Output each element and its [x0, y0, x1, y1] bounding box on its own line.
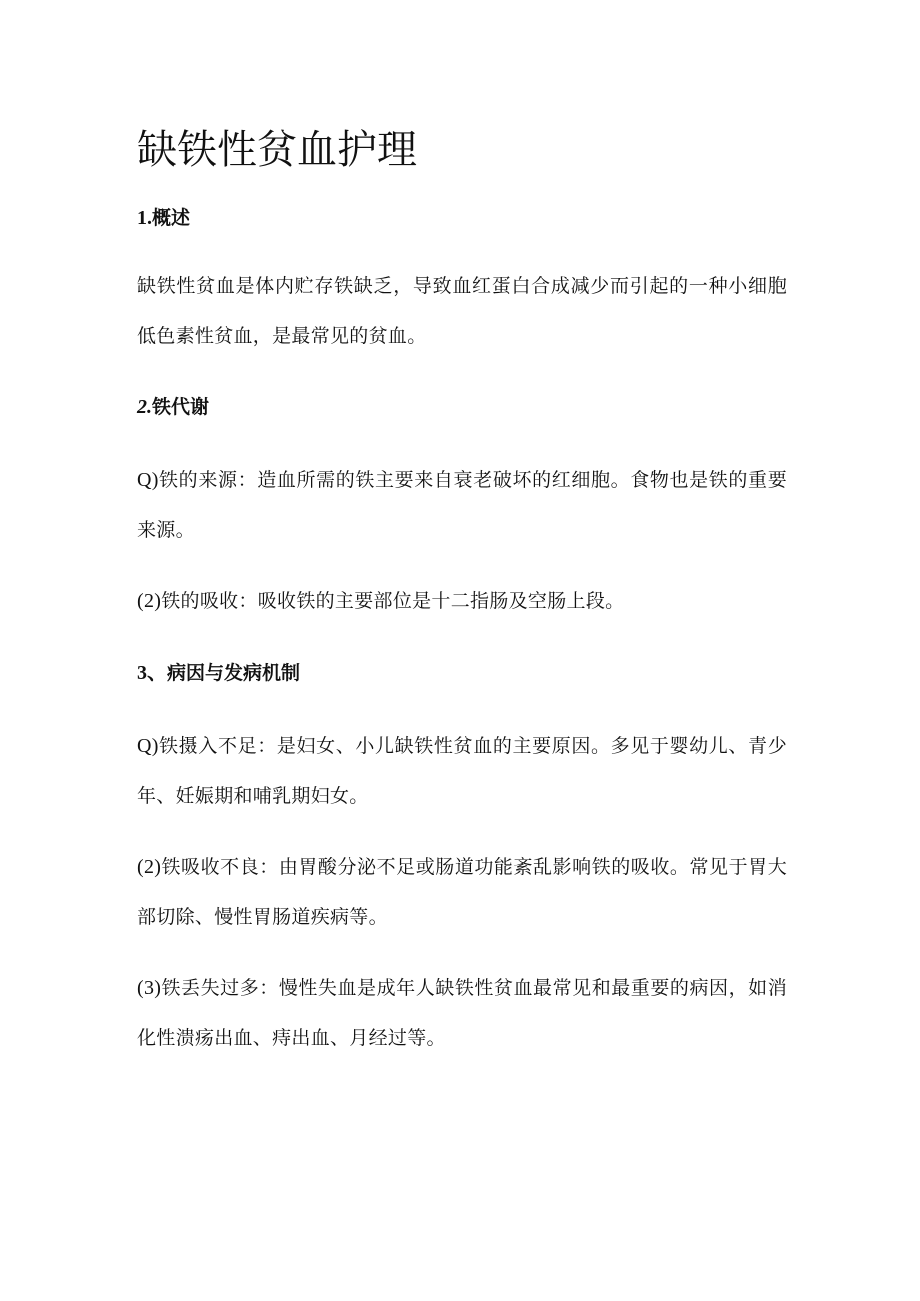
list-marker: Q) [137, 735, 159, 757]
section-heading-overview [137, 204, 190, 232]
paragraph-text: 铁丢失过多：慢性失血是成年人缺铁性贫血最常见和最重要的病因，如消化性溃疡出血、痔出血、月经过等。 [137, 977, 787, 1049]
list-marker: Q) [137, 469, 159, 491]
section-title: 铁代谢 [152, 396, 210, 418]
section-number: 1. [137, 207, 152, 229]
list-marker: (3) [137, 977, 162, 999]
section-title: 病因与发病机制 [167, 662, 301, 684]
paragraph-text: 铁摄入不足：是妇女、小儿缺铁性贫血的主要原因。多见于婴幼儿、青少年、妊娠期和哺乳期妇女。 [137, 735, 787, 807]
paragraph-text: 铁的吸收：吸收铁的主要部位是十二指肠及空肠上段。 [161, 590, 625, 612]
document-title: 缺铁性贫血护理 [137, 127, 417, 173]
paragraph-overview [137, 261, 787, 361]
section-number: 2. [137, 396, 152, 418]
paragraph-text: 铁的来源：造血所需的铁主要来自衰老破坏的红细胞。食物也是铁的重要来源。 [137, 469, 787, 541]
paragraph-iron-source [137, 455, 787, 555]
paragraph-poor-absorption [137, 842, 787, 942]
paragraph-text: 缺铁性贫血是体内贮存铁缺乏，导致血红蛋白合成减少而引起的一种小细胞低色素性贫血，是最常见的贫血。 [137, 275, 787, 347]
section-title: 概述 [152, 207, 191, 229]
list-marker: (2) [137, 856, 162, 878]
section-number: 3、 [137, 662, 167, 684]
section-heading-iron-metabolism [137, 393, 209, 421]
section-heading-causes [137, 659, 300, 687]
paragraph-excessive-loss [137, 963, 787, 1063]
list-marker: (2) [137, 590, 162, 612]
paragraph-iron-absorption [137, 576, 787, 626]
paragraph-insufficient-intake [137, 721, 787, 821]
paragraph-text: 铁吸收不良：由胃酸分泌不足或肠道功能紊乱影响铁的吸收。常见于胃大部切除、慢性胃肠道疾病等。 [137, 856, 787, 928]
